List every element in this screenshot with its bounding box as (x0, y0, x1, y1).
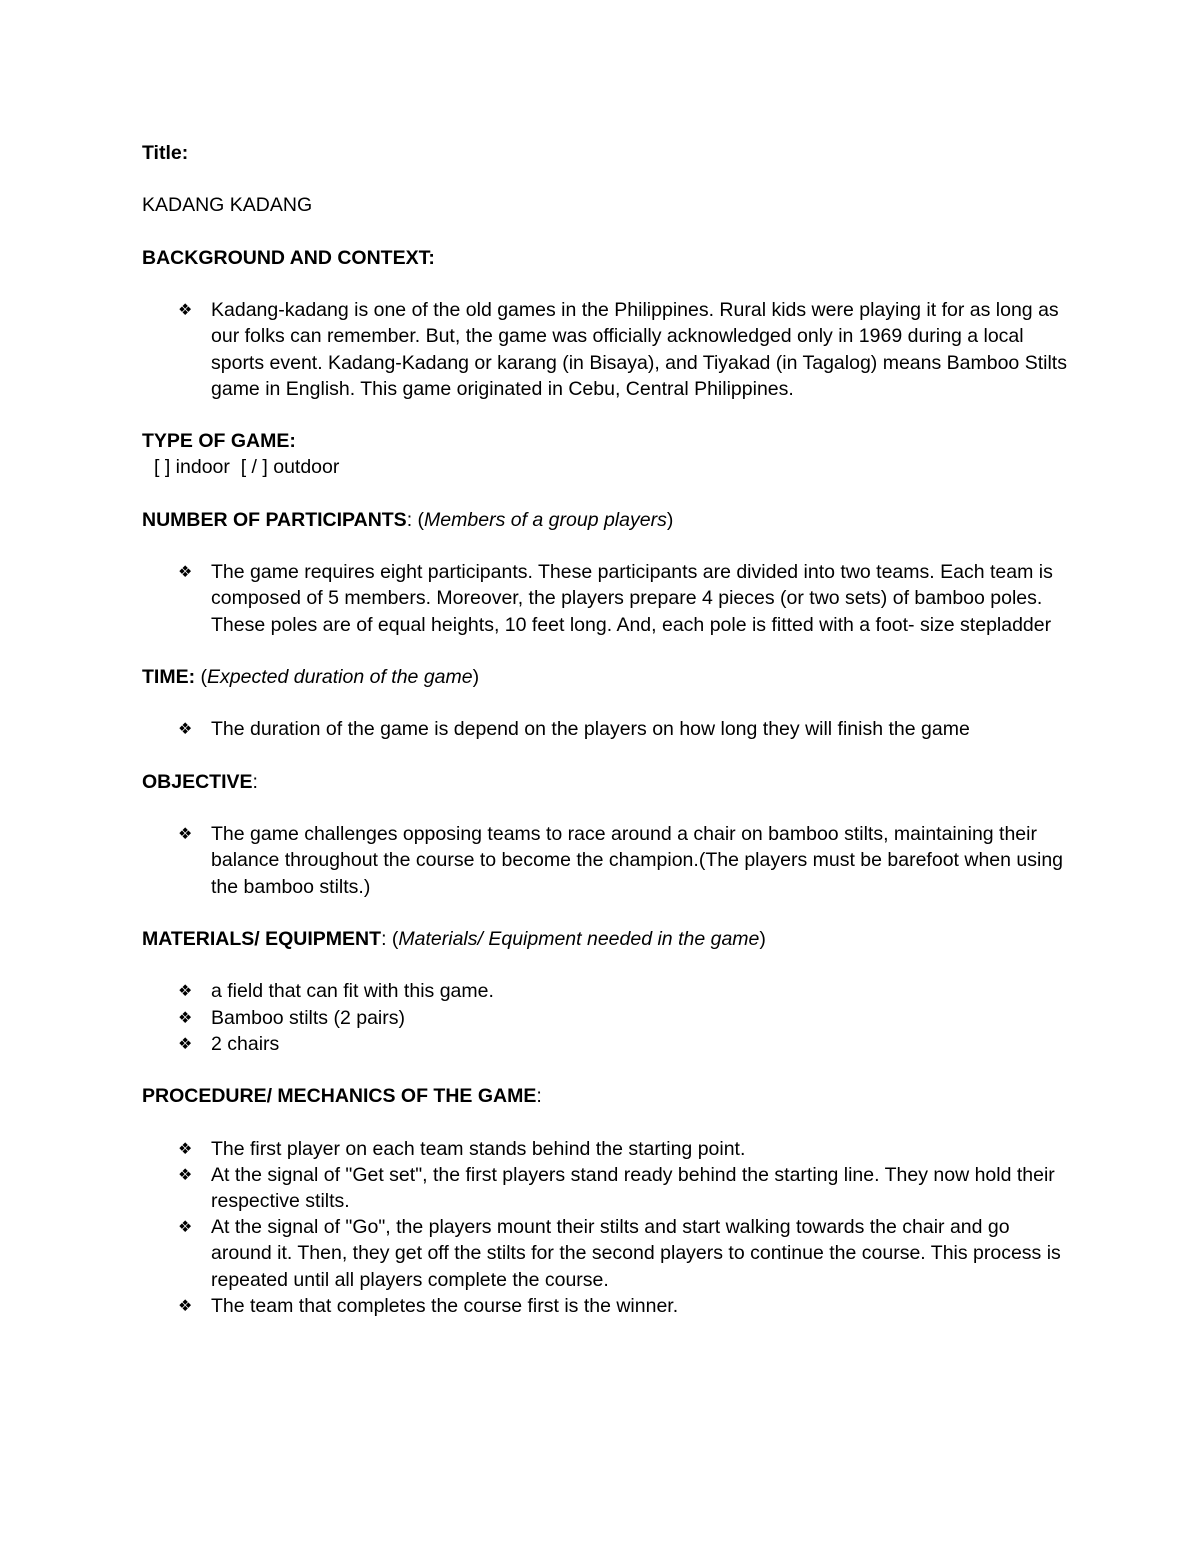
procedure-list (142, 1136, 1072, 1319)
time-text: The duration of the game is depend on the players on how long they will finish the game (211, 718, 970, 741)
participants-heading: NUMBER OF PARTICIPANTS: (Members of a group players) (142, 508, 674, 531)
title-label: Title: (142, 142, 189, 164)
diamond-bullet-icon: ❖ (178, 824, 193, 844)
objective-text: The game challenges opposing teams to race around a chair on bamboo stilts, maintaining their balance throughout the course to become the champion.(The players must be barefoot when using the bamboo stilts.) (211, 823, 1064, 898)
list-item (142, 1214, 1072, 1293)
diamond-bullet-icon: ❖ (178, 300, 193, 320)
participants-list (142, 559, 1072, 638)
list-item (142, 1293, 1072, 1319)
type-of-game-options: [ ] indoor [ / ] outdoor (154, 456, 340, 479)
diamond-bullet-icon: ❖ (178, 1007, 193, 1027)
list-item (142, 821, 1072, 900)
list-item (142, 978, 1072, 1004)
type-of-game-heading: TYPE OF GAME: (142, 430, 296, 453)
time-list (142, 716, 1072, 742)
materials-heading: MATERIALS/ EQUIPMENT: (Materials/ Equipment needed in the game) (142, 927, 766, 950)
list-item (142, 1136, 1072, 1162)
background-list (142, 297, 1072, 402)
material-text: Bamboo stilts (2 pairs) (211, 1006, 405, 1029)
time-heading: TIME: (Expected duration of the game) (142, 665, 480, 688)
document-page (142, 140, 1072, 1319)
game-title: KADANG KADANG (142, 194, 313, 217)
objective-heading: OBJECTIVE: (142, 770, 258, 793)
procedure-text: The first player on each team stands behind the starting point. (211, 1137, 746, 1160)
list-item (142, 559, 1072, 638)
objective-list (142, 821, 1072, 900)
diamond-bullet-icon: ❖ (178, 981, 193, 1001)
list-item (142, 716, 1072, 742)
diamond-bullet-icon: ❖ (178, 719, 193, 739)
background-heading: BACKGROUND AND CONTEXT: (142, 246, 435, 269)
material-text: 2 chairs (211, 1032, 280, 1055)
list-item (142, 1005, 1072, 1031)
procedure-text: The team that completes the course first is the winner. (211, 1294, 679, 1317)
procedure-heading: PROCEDURE/ MECHANICS OF THE GAME: (142, 1085, 542, 1108)
diamond-bullet-icon: ❖ (178, 1164, 193, 1184)
procedure-text: At the signal of "Go", the players mount their stilts and start walking towards the chair and go around it. Then, they get off the stilts for the second players to continue the course. This process is repeated until all players complete the course. (211, 1216, 1061, 1291)
list-item (142, 1031, 1072, 1057)
participants-text: The game requires eight participants. These participants are divided into two teams. Each team is composed of 5 members. Moreover, the players prepare 4 pieces (or two sets) of bamboo poles. These poles are of equal heights, 10 feet long. And, each pole is fitted with a foot- size stepladder (211, 561, 1053, 636)
diamond-bullet-icon: ❖ (178, 1217, 193, 1237)
procedure-text: At the signal of "Get set", the first players stand ready behind the starting line. They now hold their respective stilts. (211, 1163, 1055, 1212)
background-text: Kadang-kadang is one of the old games in the Philippines. Rural kids were playing it for as long as our folks can remember. But, the game was officially acknowledged only in 1969 during a local sports event. Kadang-Kadang or karang (in Bisaya), and Tiyakad (in Tagalog) means Bamboo Stilts game in English. This game originated in Cebu, Central Philippines. (211, 299, 1067, 400)
diamond-bullet-icon: ❖ (178, 1295, 193, 1315)
diamond-bullet-icon: ❖ (178, 1033, 193, 1053)
list-item (142, 1162, 1072, 1214)
diamond-bullet-icon: ❖ (178, 562, 193, 582)
diamond-bullet-icon: ❖ (178, 1138, 193, 1158)
material-text: a field that can fit with this game. (211, 980, 494, 1003)
materials-list (142, 978, 1072, 1057)
list-item (142, 297, 1072, 402)
